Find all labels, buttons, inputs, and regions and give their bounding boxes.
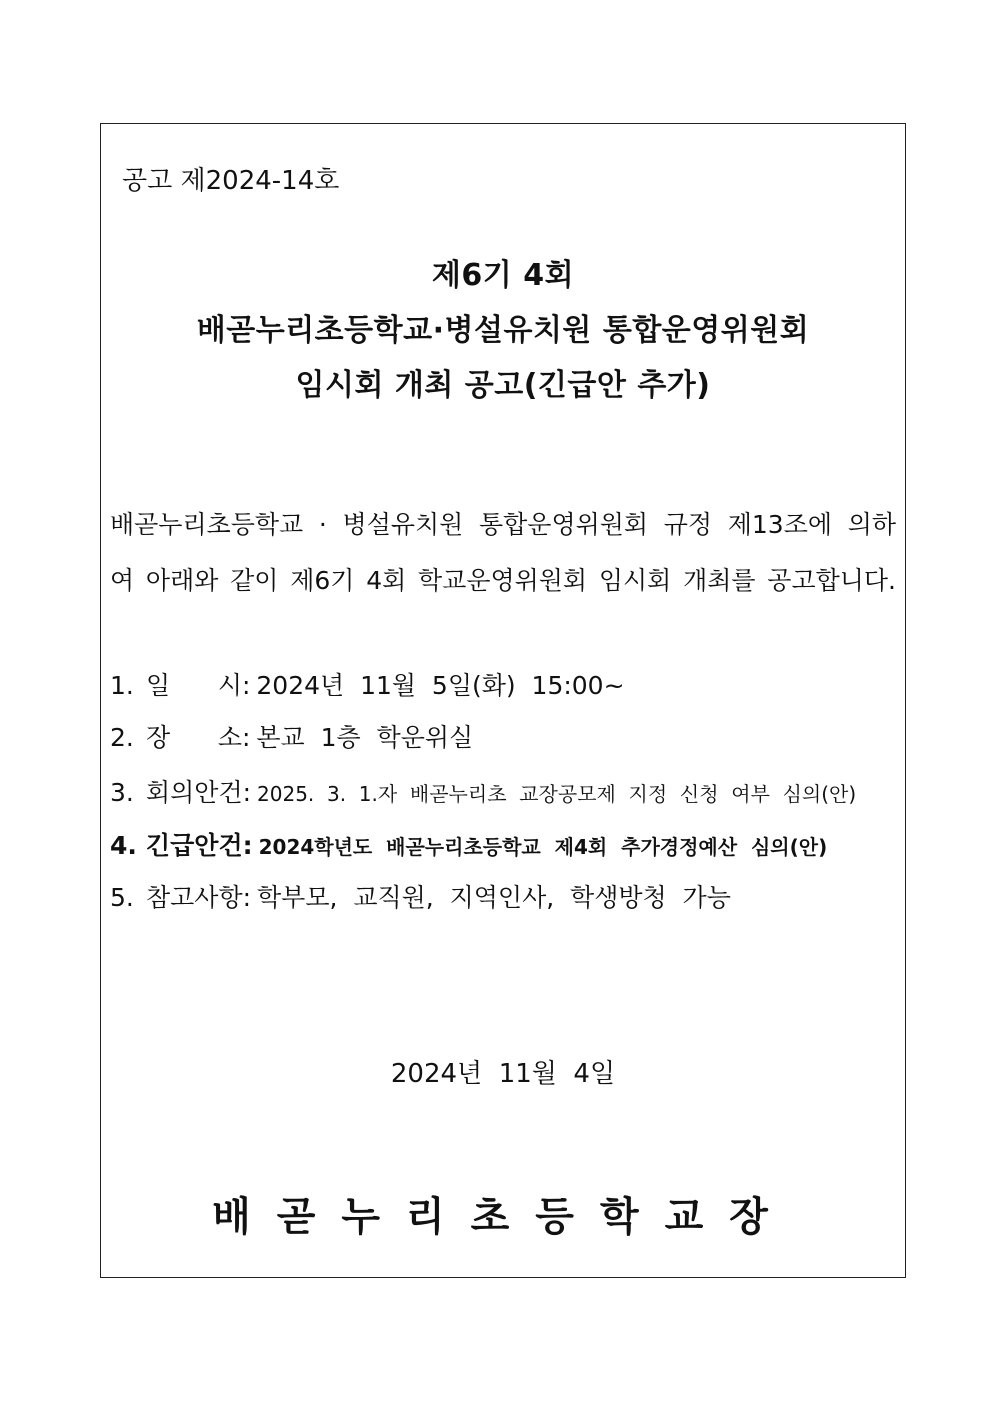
item-number: 3. — [110, 778, 134, 807]
signer-name: 배곧누리초등학교장 — [212, 1194, 794, 1240]
item-number: 1. — [110, 671, 134, 700]
item-value: 학부모, 교직원, 지역인사, 학생방청 가능 — [257, 883, 731, 912]
title-line-1: 제6기 4회 — [431, 258, 575, 293]
item-number: 5. — [110, 883, 134, 912]
list-item-place — [110, 718, 473, 754]
item-label: 일 시: — [146, 671, 251, 700]
notice-number: 공고 제2024-14호 — [122, 166, 340, 196]
item-value: 2024년 11월 5일(화) 15:00~ — [256, 671, 625, 700]
item-value: 2025. 3. 1.자 배곧누리초 교장공모제 지정 신청 여부 심의(안) — [257, 782, 857, 806]
item-value: 본교 1층 학운위실 — [256, 723, 474, 752]
item-label: 긴급안건: — [146, 831, 253, 860]
item-label: 참고사항: — [146, 883, 252, 912]
list-item-notes — [110, 878, 731, 914]
list-item-urgent-agenda — [110, 826, 827, 862]
item-number: 2. — [110, 723, 134, 752]
notice-date: 2024년 11월 4일 — [390, 1059, 616, 1089]
item-value: 2024학년도 배곧누리초등학교 제4회 추가경정예산 심의(안) — [258, 835, 828, 859]
title-line-2: 배곧누리초등학교·병설유치원 통합운영위원회 — [196, 313, 810, 348]
item-number: 4. — [110, 831, 137, 860]
list-item-agenda — [110, 773, 856, 809]
item-label: 회의안건: — [146, 778, 252, 807]
body-line-2: 여 아래와 같이 제6기 4회 학교운영위원회 임시회 개최를 공고합니다. — [110, 566, 896, 595]
item-label: 장 소: — [146, 723, 251, 752]
list-item-datetime — [110, 666, 625, 702]
title-line-3: 임시회 개최 공고(긴급안 추가) — [295, 368, 711, 403]
body-line-1: 배곧누리초등학교 · 병설유치원 통합운영위원회 규정 제13조에 의하 — [110, 510, 896, 539]
